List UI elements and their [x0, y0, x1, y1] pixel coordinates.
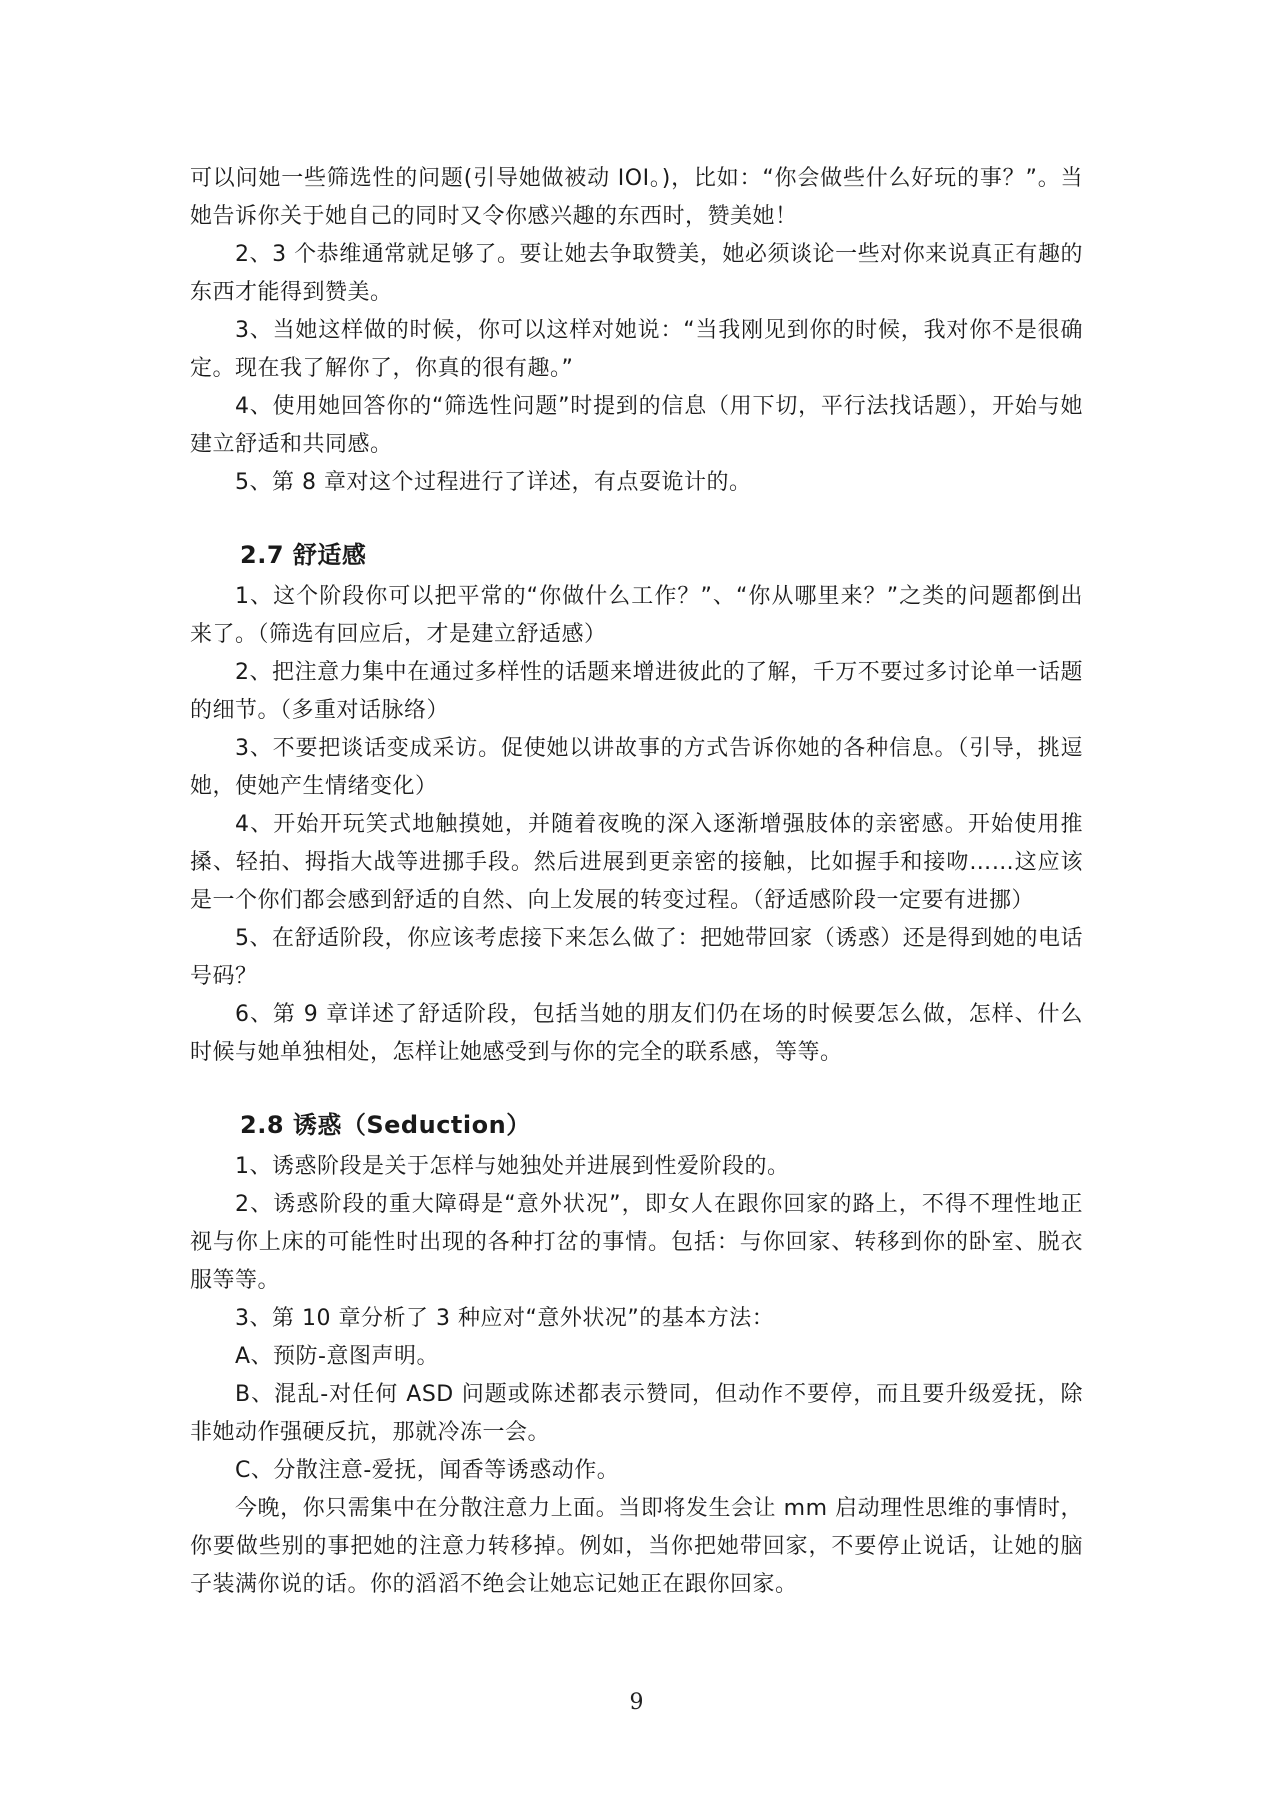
section-2-8-item-b: B、混乱-对任何 ASD 问题或陈述都表示赞同，但动作不要停，而且要升级爱抚，除非她动作强硬反抗，那就冷冻一会。: [190, 1382, 1083, 1445]
section-2-8-paragraph-final: 今晚，你只需集中在分散注意力上面。当即将发生会让 mm 启动理性思维的事情时，你要做些别的事把她的注意力转移掉。例如，当你把她带回家，不要停止说话，让她的脑子装满你说的话。你的滔滔不绝会让她忘记她正在跟你回家。: [190, 1496, 1083, 1597]
section-2-8-paragraph-3: 3、第 10 章分析了 3 种应对“意外状况”的基本方法：: [235, 1306, 775, 1331]
section-2-8-item-c: C、分散注意-爱抚，闻香等诱惑动作。: [235, 1458, 620, 1483]
page-number: 9: [629, 1690, 644, 1715]
section-2-8-paragraph-2: 2、诱惑阶段的重大障碍是“意外状况”，即女人在跟你回家的路上，不得不理性地正视与你上床的可能性时出现的各种打岔的事情。包括：与你回家、转移到你的卧室、脱衣服等等。: [190, 1192, 1083, 1293]
section-2-8-paragraph-1: 1、诱惑阶段是关于怎样与她独处并进展到性爱阶段的。: [235, 1154, 790, 1179]
intro-paragraph-2: 2、3 个恭维通常就足够了。要让她去争取赞美，她必须谈论一些对你来说真正有趣的东西才能得到赞美。: [190, 242, 1083, 305]
section-heading-2-8: 2.8 诱惑（Seduction）: [240, 1111, 531, 1139]
section-heading-2-7: 2.7 舒适感: [240, 541, 367, 569]
section-2-7-paragraph-4: 4、开始开玩笑式地触摸她，并随着夜晚的深入逐渐增强肢体的亲密感。开始使用推搡、轻拍、拇指大战等进挪手段。然后进展到更亲密的接触，比如握手和接吻……这应该是一个你们都会感到舒适的自然、向上发展的转变过程。（舒适感阶段一定要有进挪）: [190, 812, 1083, 913]
section-2-7-paragraph-6: 6、第 9 章详述了舒适阶段，包括当她的朋友们仍在场的时候要怎么做，怎样、什么时候与她单独相处，怎样让她感受到与你的完全的联系感，等等。: [190, 1002, 1083, 1065]
section-2-7-paragraph-5: 5、在舒适阶段，你应该考虑接下来怎么做了：把她带回家（诱惑）还是得到她的电话号码？: [190, 926, 1083, 989]
page-content: [190, 160, 1083, 1604]
section-2-7-paragraph-1: 1、这个阶段你可以把平常的“你做什么工作？”、“你从哪里来？”之类的问题都倒出来了。（筛选有回应后，才是建立舒适感）: [190, 584, 1083, 647]
section-2-7-paragraph-2: 2、把注意力集中在通过多样性的话题来增进彼此的了解，千万不要过多讨论单一话题的细节。（多重对话脉络）: [190, 660, 1083, 723]
section-2-8-item-a: A、预防-意图声明。: [235, 1344, 439, 1369]
section-2-7-paragraph-3: 3、不要把谈话变成采访。促使她以讲故事的方式告诉你她的各种信息。（引导，挑逗她，使她产生情绪变化）: [190, 736, 1083, 799]
intro-paragraph-3: 3、当她这样做的时候，你可以这样对她说：“当我刚见到你的时候，我对你不是很确定。现在我了解你了，你真的很有趣。”: [190, 318, 1083, 381]
intro-paragraph-5: 5、第 8 章对这个过程进行了详述，有点耍诡计的。: [235, 470, 752, 495]
intro-paragraph-1: 可以问她一些筛选性的问题(引导她做被动 IOI。)，比如：“你会做些什么好玩的事？”。当她告诉你关于她自己的同时又令你感兴趣的东西时，赞美她！: [190, 166, 1083, 229]
intro-paragraph-4: 4、使用她回答你的“筛选性问题”时提到的信息（用下切，平行法找话题），开始与她建立舒适和共同感。: [190, 394, 1083, 457]
